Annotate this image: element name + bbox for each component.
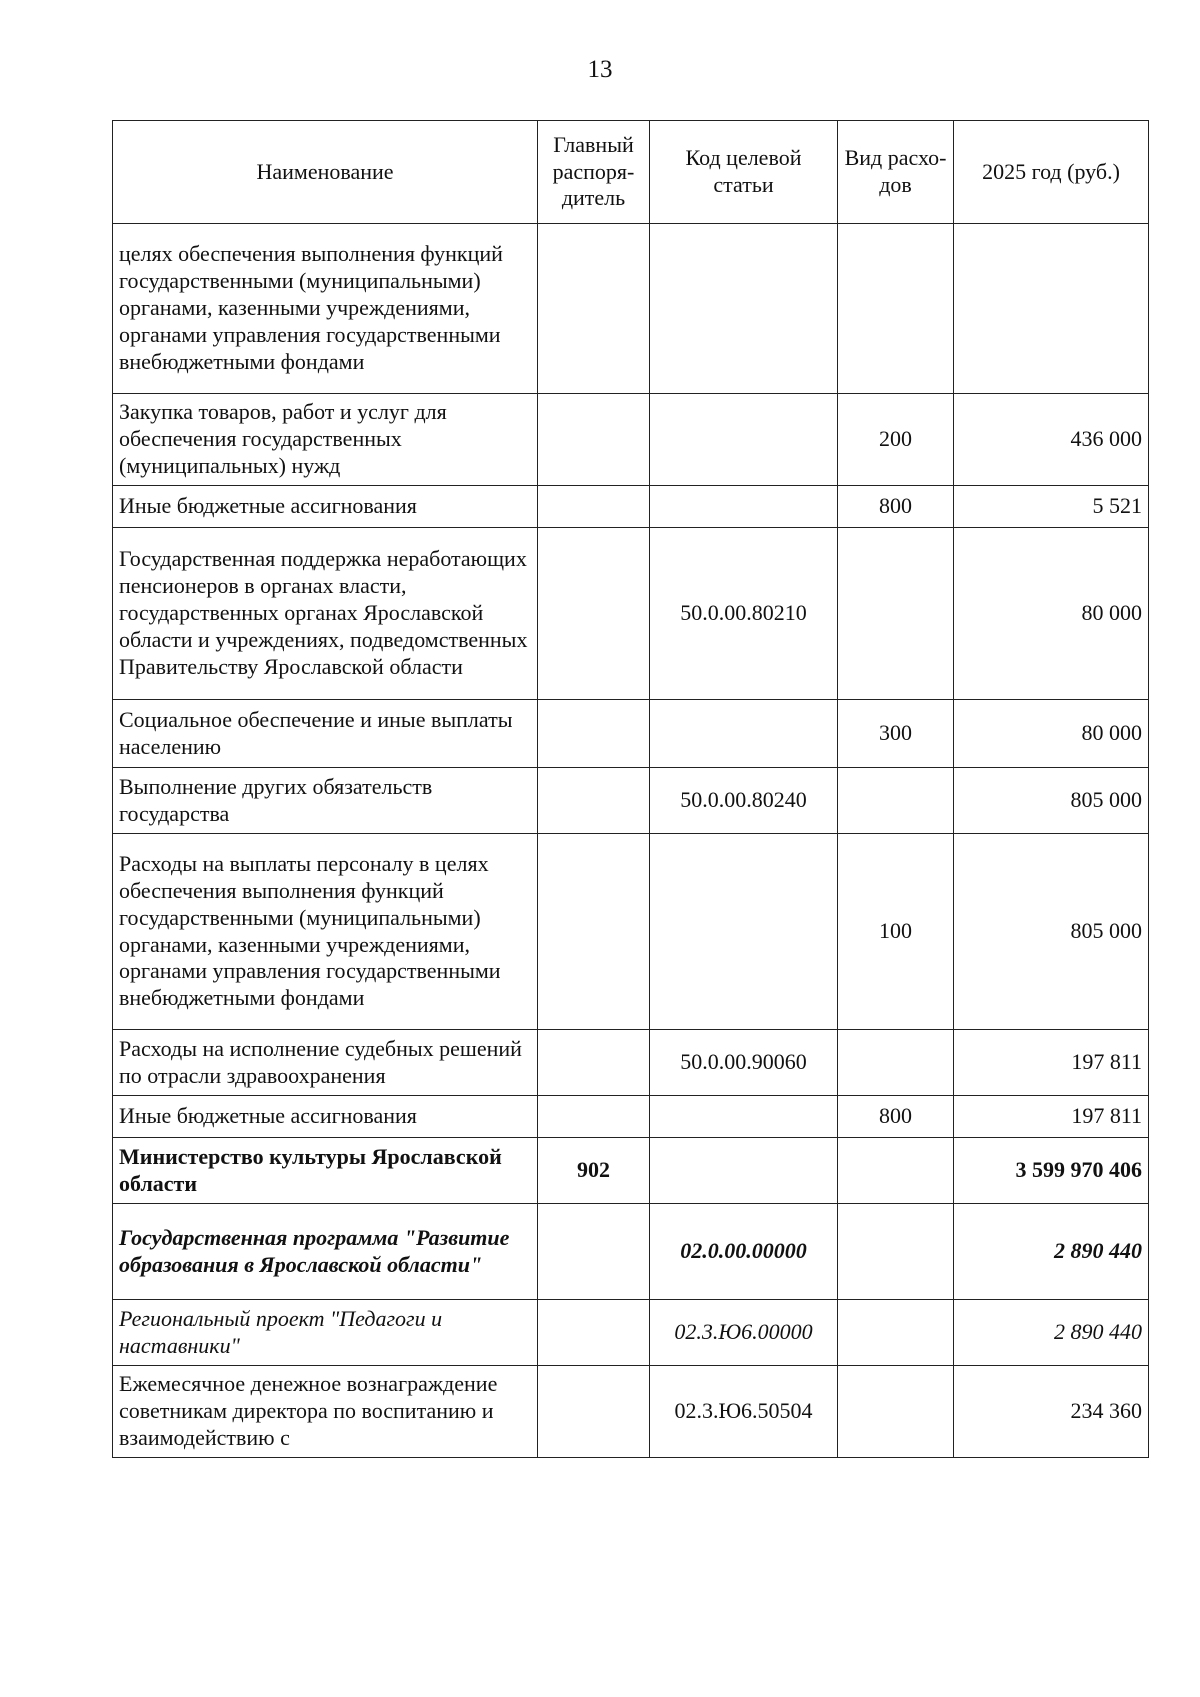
cell-amount: 805 000 — [954, 768, 1149, 834]
table-row — [113, 394, 1149, 486]
table-row — [113, 1030, 1149, 1096]
cell-exp — [838, 528, 954, 700]
table-header — [113, 121, 1149, 224]
cell-exp: 100 — [838, 834, 954, 1030]
table-row — [113, 1300, 1149, 1366]
cell-name: Выполнение других обязательств государства — [113, 768, 538, 834]
table-row — [113, 834, 1149, 1030]
cell-amount: 5 521 — [954, 486, 1149, 528]
cell-name: Государственная программа "Развитие образования в Ярославской области" — [113, 1204, 538, 1300]
cell-amount: 80 000 — [954, 700, 1149, 768]
cell-exp — [838, 1030, 954, 1096]
cell-name: Социальное обеспечение и иные выплаты населению — [113, 700, 538, 768]
table-row — [113, 1138, 1149, 1204]
cell-code: 50.0.00.80210 — [650, 528, 838, 700]
cell-exp — [838, 1366, 954, 1458]
cell-name: Иные бюджетные ассигнования — [113, 486, 538, 528]
cell-amount: 80 000 — [954, 528, 1149, 700]
cell-amount: 197 811 — [954, 1030, 1149, 1096]
cell-exp — [838, 768, 954, 834]
cell-amount: 234 360 — [954, 1366, 1149, 1458]
cell-admin: 902 — [538, 1138, 650, 1204]
table-row — [113, 1096, 1149, 1138]
cell-code — [650, 394, 838, 486]
header-row — [113, 121, 1149, 224]
cell-admin — [538, 700, 650, 768]
table-row — [113, 1204, 1149, 1300]
cell-amount — [954, 224, 1149, 394]
cell-name: Министерство культуры Ярославской области — [113, 1138, 538, 1204]
table-row — [113, 528, 1149, 700]
cell-amount: 197 811 — [954, 1096, 1149, 1138]
table-row — [113, 224, 1149, 394]
cell-admin — [538, 768, 650, 834]
cell-exp: 200 — [838, 394, 954, 486]
table-row — [113, 768, 1149, 834]
cell-name: Расходы на исполнение судебных решений по отрасли здравоохранения — [113, 1030, 538, 1096]
cell-amount: 2 890 440 — [954, 1300, 1149, 1366]
table-row — [113, 700, 1149, 768]
cell-exp — [838, 224, 954, 394]
cell-amount: 805 000 — [954, 834, 1149, 1030]
cell-exp — [838, 1204, 954, 1300]
cell-admin — [538, 1366, 650, 1458]
cell-name: Региональный проект "Педагоги и наставники" — [113, 1300, 538, 1366]
cell-admin — [538, 224, 650, 394]
cell-code: 02.0.00.00000 — [650, 1204, 838, 1300]
header-amount: 2025 год (руб.) — [954, 121, 1149, 224]
cell-code — [650, 700, 838, 768]
cell-code: 02.3.Ю6.50504 — [650, 1366, 838, 1458]
cell-name: Расходы на выплаты персоналу в целях обеспечения выполнения функций государственными (муниципальными) органами, казенными учреждениями, органами управления государственными внебюджетными фондами — [113, 834, 538, 1030]
cell-code: 02.3.Ю6.00000 — [650, 1300, 838, 1366]
cell-amount: 2 890 440 — [954, 1204, 1149, 1300]
header-name: Наименование — [113, 121, 538, 224]
table-row — [113, 486, 1149, 528]
cell-code — [650, 1138, 838, 1204]
cell-exp: 300 — [838, 700, 954, 768]
cell-code: 50.0.00.80240 — [650, 768, 838, 834]
table-row — [113, 1366, 1149, 1458]
header-exp: Вид расхо-дов — [838, 121, 954, 224]
cell-exp — [838, 1138, 954, 1204]
cell-admin — [538, 1030, 650, 1096]
cell-admin — [538, 834, 650, 1030]
table-body — [113, 224, 1149, 1458]
page-number: 13 — [587, 56, 613, 83]
cell-name: Иные бюджетные ассигнования — [113, 1096, 538, 1138]
cell-amount: 436 000 — [954, 394, 1149, 486]
budget-table — [112, 120, 1149, 1458]
cell-exp — [838, 1300, 954, 1366]
cell-name: целях обеспечения выполнения функций государственными (муниципальными) органами, казенными учреждениями, органами управления государственными внебюджетными фондами — [113, 224, 538, 394]
cell-exp: 800 — [838, 1096, 954, 1138]
cell-name: Государственная поддержка неработающих пенсионеров в органах власти, государственных органах Ярославской области и учреждениях, подведомственных Правительству Ярославской области — [113, 528, 538, 700]
cell-code: 50.0.00.90060 — [650, 1030, 838, 1096]
cell-code — [650, 486, 838, 528]
cell-admin — [538, 1096, 650, 1138]
cell-name: Ежемесячное денежное вознаграждение советникам директора по воспитанию и взаимодействию с — [113, 1366, 538, 1458]
header-code: Код целевой статьи — [650, 121, 838, 224]
header-admin: Главный распоря-дитель — [538, 121, 650, 224]
cell-code — [650, 224, 838, 394]
cell-admin — [538, 1204, 650, 1300]
cell-code — [650, 1096, 838, 1138]
cell-admin — [538, 486, 650, 528]
cell-admin — [538, 394, 650, 486]
cell-exp: 800 — [838, 486, 954, 528]
cell-code — [650, 834, 838, 1030]
cell-amount: 3 599 970 406 — [954, 1138, 1149, 1204]
cell-admin — [538, 1300, 650, 1366]
cell-admin — [538, 528, 650, 700]
cell-name: Закупка товаров, работ и услуг для обеспечения государственных (муниципальных) нужд — [113, 394, 538, 486]
